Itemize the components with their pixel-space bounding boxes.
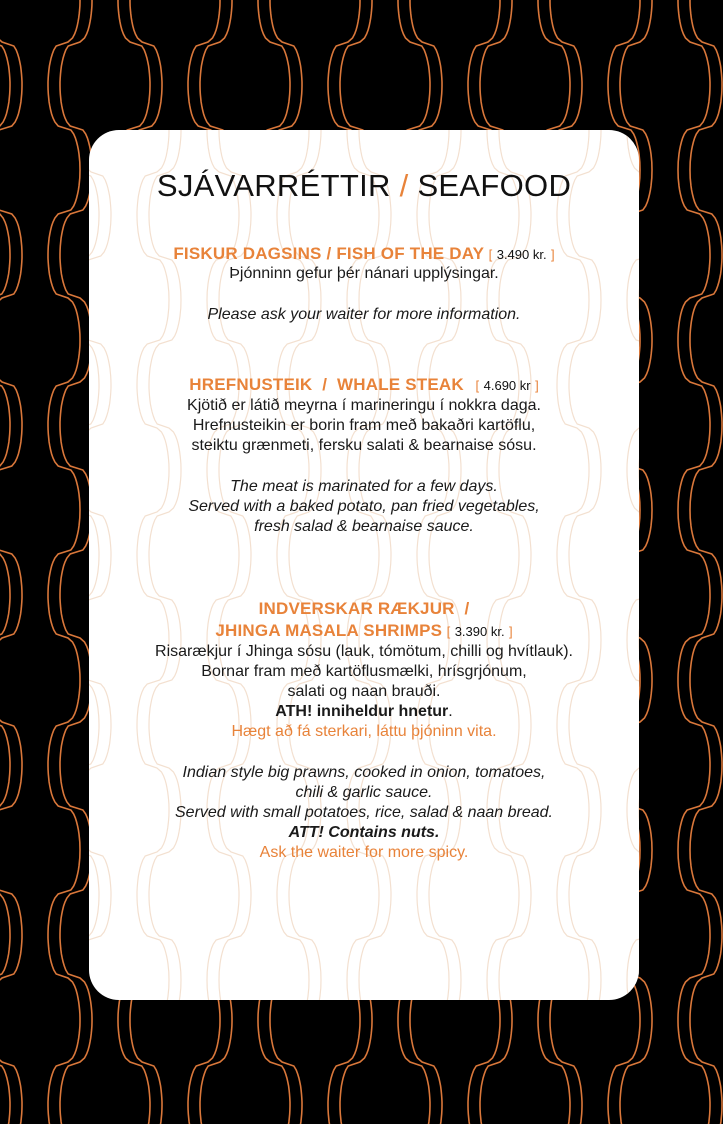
- dish-price: 3.390 kr.: [454, 624, 505, 639]
- dish-description-is: salati og naan brauði.: [287, 683, 441, 700]
- dish-heading: [89, 599, 639, 620]
- dish-price: 3.490 kr.: [496, 247, 547, 262]
- dish-description-is: Bornar fram með kartöflusmælki, hrísgrjónum,: [201, 663, 527, 680]
- dish-description-is: Risarækjur í Jhinga sósu (lauk, tómötum, chilli og hvítlauk).: [155, 643, 573, 660]
- dish-spicy-note-is: Hægt að fá sterkari, láttu þjóninn vita.: [231, 723, 497, 740]
- dish-description-en: fresh salad & bearnaise sauce.: [254, 518, 474, 535]
- dish-description-en: Indian style big prawns, cooked in onion, tomatoes,: [182, 764, 546, 781]
- dish-description-en: chili & garlic sauce.: [295, 784, 433, 801]
- dish-heading: FISKUR DAGSINS / FISH OF THE DAY [ 3.490 kr. ]: [173, 244, 555, 263]
- dish-description-en: Please ask your waiter for more information.: [207, 306, 521, 323]
- title-english: SEAFOOD: [417, 168, 572, 203]
- dish-description-en: Served with small potatoes, rice, salad & naan bread.: [175, 804, 553, 821]
- dish-description-en: Served with a baked potato, pan fried vegetables,: [188, 498, 540, 515]
- title-separator: /: [399, 168, 409, 203]
- page-title: [89, 168, 639, 204]
- dish-description-is: steiktu grænmeti, fersku salati & bearnaise sósu.: [191, 437, 537, 454]
- dish-spicy-note-en: Ask the waiter for more spicy.: [259, 844, 469, 861]
- dish-name: INDVERSKAR RÆKJUR /: [258, 599, 470, 618]
- title-icelandic: SJÁVARRÉTTIR: [156, 168, 391, 203]
- dish-name: FISKUR DAGSINS / FISH OF THE DAY: [173, 244, 485, 263]
- dish-description-is: Kjötið er látið meyrna í marineringu í nokkra daga.: [187, 397, 541, 414]
- dish-warning-is: ATH! inniheldur hnetur.: [275, 703, 453, 720]
- menu-card: [89, 130, 639, 1000]
- dish-name: JHINGA MASALA SHRIMPS: [215, 621, 443, 640]
- dish-description-en: The meat is marinated for a few days.: [230, 478, 498, 495]
- dish-price: 4.690 kr: [483, 378, 531, 393]
- dish-heading: HREFNUSTEIK / WHALE STEAK [ 4.690 kr ]: [189, 375, 539, 394]
- dish-name: HREFNUSTEIK / WHALE STEAK: [189, 375, 464, 394]
- dish-description-is: Hrefnusteikin er borin fram með bakaðri kartöflu,: [192, 417, 536, 434]
- dish-heading: JHINGA MASALA SHRIMPS [ 3.390 kr. ]: [215, 621, 513, 640]
- dish-warning-en: ATT! Contains nuts.: [288, 824, 440, 841]
- dish-description-is: Þjónninn gefur þér nánari upplýsingar.: [229, 265, 499, 282]
